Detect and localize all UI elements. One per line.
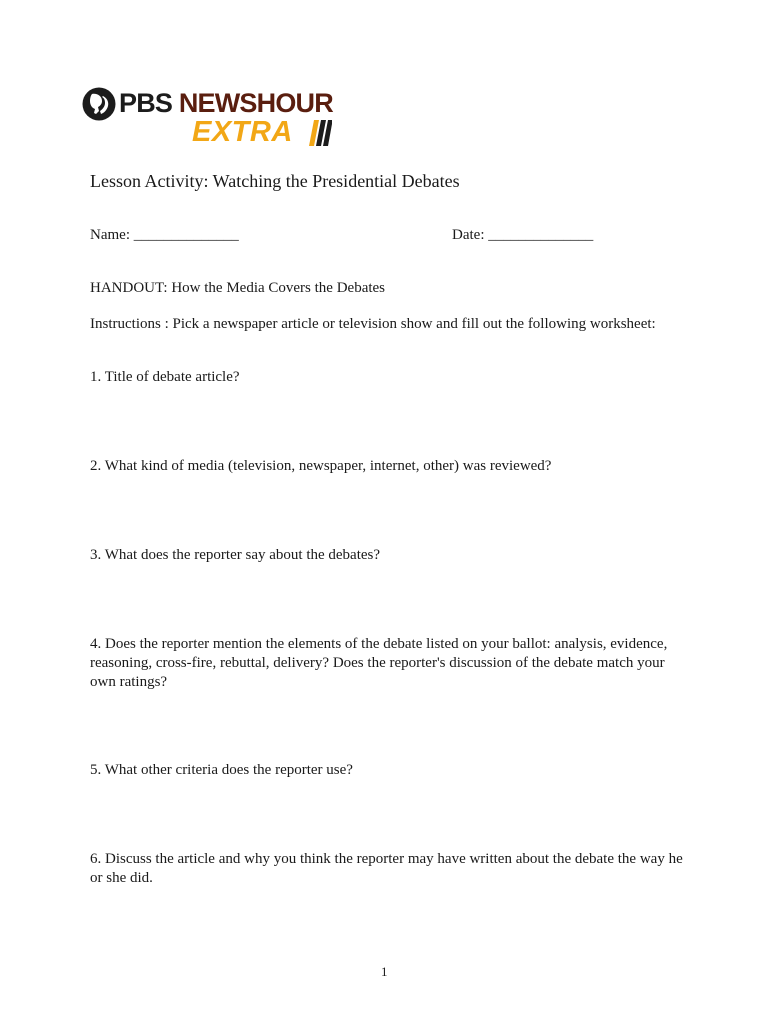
page-number: 1 <box>381 964 388 979</box>
logo-program: NEWSHOUR <box>178 88 333 118</box>
question-3: 3. What does the reporter say about the debates? <box>90 547 381 563</box>
question-6: 6. Discuss the article and why you think the reporter may have written about the debate the way he or she did. <box>90 851 683 886</box>
name-field: Name: ______________ <box>90 227 239 243</box>
pbs-newshour-extra-logo <box>82 86 342 148</box>
question-4: 4. Does the reporter mention the elements of the debate listed on your ballot: analysis, evidence, reasoning, cross-fire, rebuttal, delivery? Does the reporter's discussion of the debate match your own ratings? <box>90 636 668 690</box>
question-2: 2. What kind of media (television, newspaper, internet, other) was reviewed? <box>90 458 552 474</box>
logo-edition: EXTRA <box>192 116 293 148</box>
instructions: Instructions : Pick a newspaper article or television show and fill out the following worksheet: <box>90 316 656 332</box>
handout-heading: HANDOUT: How the Media Covers the Debates <box>90 280 386 296</box>
logo-brand: PBS <box>119 88 173 118</box>
logo-wordmark <box>119 86 333 120</box>
question-1: 1. Title of debate article? <box>90 369 240 385</box>
pbs-head-icon <box>82 87 116 121</box>
speed-bars-icon <box>308 120 332 146</box>
date-field: Date: ______________ <box>452 227 594 243</box>
page-title: Lesson Activity: Watching the Presidential Debates <box>90 171 460 191</box>
question-5: 5. What other criteria does the reporter use? <box>90 762 353 778</box>
